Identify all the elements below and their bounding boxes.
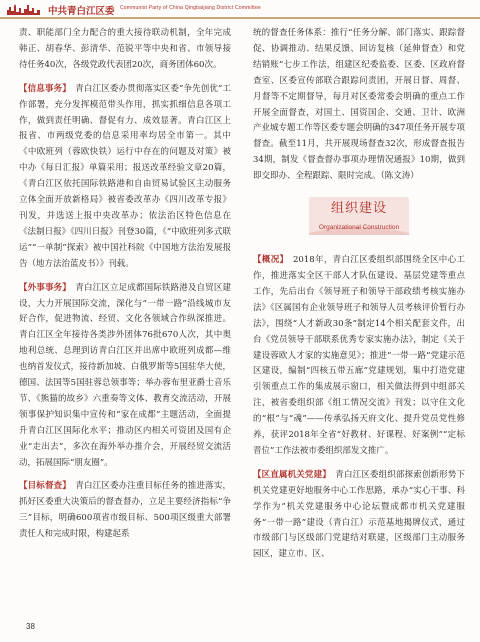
header-english-title: Communist Party of China Qingbaijiang District Committee (120, 5, 261, 11)
section-tag: 【概况】 (253, 255, 285, 266)
paragraph: 统的督查任务体系：推行“任务分解、部门落实、跟踪督促、协调推动、结果反馈、回访复核（延伸督查）和党结销账”七步工作法，组建区纪委监委、区委、区政府督查室、区委宣传部联合跟踪问责团，开展日督、周督、月督等不定期督导，每月对区委常委会明确的重点工作开展全面督查，对国土、国资国企、交通、卫计、欧洲产业城专题工作等区委专题会明确的347项任务开展专项督查。截至11月，共开展现场督查32次，形成督查报告34期，制发《督查督办事项办理情况通报》10期，做到即交即办、全程跟踪、限时完成。（陈文涛） (253, 28, 465, 182)
city-skyline-icon (6, 3, 42, 16)
section-heading (253, 193, 465, 241)
section-tag: 【区直属机关党建】 (253, 469, 327, 480)
header-title: 中共青白江区委 (48, 6, 115, 17)
section-tag: 【信息事务】 (19, 83, 67, 94)
paragraph: 【区直属机关党建】 青白江区委组织部探索创新形势下机关党建更好地服务中心工作思路，承办“实心干事、科学作为”机关党建服务中心论坛暨成都市机关党建服务“一带一路”建设（青白江）示范基地揭牌仪式，通过市级部门与区级部门党建结对联建，区级部门主动服务园区，建立市、区、 (253, 469, 465, 560)
paragraph: 【外事事务】 青白江区立足成都国际铁路港及自贸区建设，大力开展国际交流，深化与“一带一路”沿线城市友好合作，促进物流、经贸、文化各领域合作纵深推进。青白江区全年接待各类涉外团体76批670人次，其中奥地利总统、总理到访青白江区并出席中欧班列成都—维也纳首发仪式，接待新加坡、白俄罗斯等5国驻华大使，德国、法国等5国驻蓉总领事等；举办蓉布里亚爵士音乐节、《熊猫的故乡》六重奏等文体、教育交流活动，开展领事保护知识集中宣传和“家在成都”主题活动，全面提升青白江区国际化水平；推动区内相关可资团及国有企业“走出去”，多次在海外举办推介会，开展经贸交流活动，拓展国际“朋友圈”。 (19, 282, 231, 468)
paragraph: 【目标督查】 青白江区委办注重目标任务的推进落实，抓好区委重大决策后的督查督办，立足主要经济指标“争三”目标，明确600项省市级目标、500项区级重大部署责任人和完成时限，构建起系 (19, 481, 231, 540)
paragraph: 【概况】 2018年，青白江区委组织部围绕全区中心工作，推进落实全区干部人才队伍建设、基层党建等重点工作，先后出台《领导班子和领导干部政绩考核实施办法》《区属国有企业领导班子和领导人员考核评价暂行办法》，围绕“人才新政30条”制定14个相关配套文件，出台《党员领导干部联系优秀专家实施办法》，制定《关于建设蓉欧人才家的实施意见》；推进“一带一路”党建示范区建设，编制“四核五带五廊”党建规划，集中打造党建引领重点工作的集成展示窗口，相关做法得到中组部关注，被省委组织部《组工情况交流》刊发；以守住文化的“根”与“魂”——传承弘扬天府文化、提升党员党性修养，获评2018年全省“好教材、好课程、好案例”“定标晋位”工作法被市委组织部发文推广。 (253, 255, 465, 456)
paragraph: 责、职能部门全力配合的重大接待联动机制，全年完成韩正、胡春华、彭清华、范锐平等中央和省、市领导接待任务40次，各级党政代表团20次，商务团体60次。 (19, 28, 231, 70)
section-tag: 【目标督查】 (19, 481, 67, 492)
section-title: 组织建设 (330, 201, 387, 217)
header-rule (0, 17, 480, 19)
page-header (0, 0, 480, 22)
section-subtitle: Organizational Construction (318, 224, 400, 232)
left-column (19, 26, 231, 551)
page-number: 38 (26, 622, 35, 631)
right-column (253, 26, 465, 571)
section-tag: 【外事事务】 (19, 282, 67, 293)
paragraph: 【信息事务】 青白江区委办贯彻落实区委“争先创优”工作部署，充分发挥模范带头作用，抓实抓细信息各项工作，做到责任明确、督促有力、成效显著。青白江区上报省、市两级党委的信息采用率均居全市第一。其中《中欧班列（蓉欧快铁）运行中存在的问题及对策》被中办《每日汇报》单篇采用；报送改革经验文章20篇，《青白江区依托国际铁路港和自由贸易试验区主动服务立体全面开放新格局》被省委改革办《四川改革专报》刊发，并选送上报中央改革办；依法治区特色信息在《法制日报》《四川日报》刊登30篇，《“中欧班列多式联运”“一单制”探索》被中国社科院《中国地方法治发展报告（地方法治蓝皮书）》刊载。 (19, 83, 231, 269)
